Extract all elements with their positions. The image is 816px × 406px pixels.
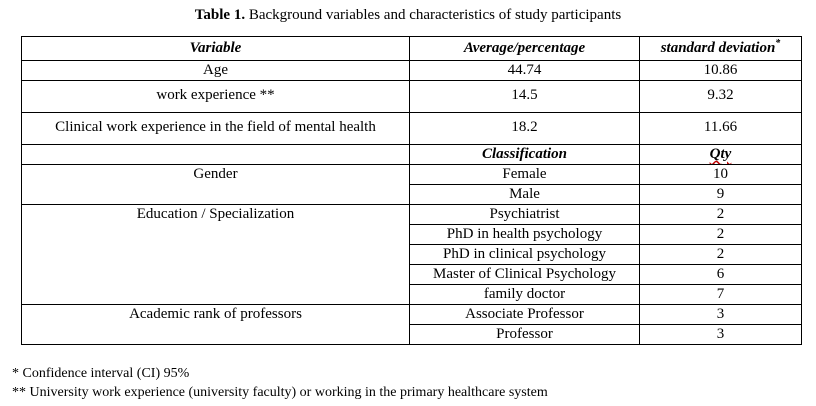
row-classification: PhD in clinical psychology bbox=[410, 245, 640, 265]
table-caption-label: Table 1. bbox=[194, 7, 246, 23]
row-qty: 2 bbox=[640, 225, 802, 245]
row-sd: 9.32 bbox=[640, 81, 802, 113]
row-qty: 10 bbox=[640, 165, 802, 185]
table-caption bbox=[0, 5, 816, 25]
footnote-work-experience: ** University work experience (university faculty) or working in the primary healthcare system bbox=[12, 385, 548, 400]
row-qty: 6 bbox=[640, 265, 802, 285]
subheader-empty bbox=[22, 145, 410, 165]
subheader-qty-label: Qty bbox=[709, 146, 732, 162]
table-row bbox=[22, 113, 802, 145]
footnote-ci: * Confidence interval (CI) 95% bbox=[12, 366, 190, 381]
row-variable: Clinical work experience in the field of mental health bbox=[22, 113, 410, 145]
header-variable: Variable bbox=[22, 37, 410, 61]
participants-table bbox=[21, 36, 802, 345]
row-classification: Master of Clinical Psychology bbox=[410, 265, 640, 285]
header-average: Average/percentage bbox=[410, 37, 640, 61]
table-row bbox=[22, 205, 802, 225]
table-row bbox=[22, 165, 802, 185]
row-classification: PhD in health psychology bbox=[410, 225, 640, 245]
header-sd-marker: * bbox=[775, 38, 781, 49]
row-classification: Psychiatrist bbox=[410, 205, 640, 225]
table-row bbox=[22, 81, 802, 113]
subheader-classification: Classification bbox=[410, 145, 640, 165]
group-label-rank: Academic rank of professors bbox=[22, 305, 410, 345]
row-average: 18.2 bbox=[410, 113, 640, 145]
row-qty: 2 bbox=[640, 245, 802, 265]
header-sd bbox=[640, 37, 802, 61]
header-sd-label: standard deviation bbox=[660, 40, 776, 56]
row-classification: Female bbox=[410, 165, 640, 185]
row-sd: 10.86 bbox=[640, 61, 802, 81]
row-classification: family doctor bbox=[410, 285, 640, 305]
subheader-qty bbox=[640, 145, 802, 165]
group-label-gender: Gender bbox=[22, 165, 410, 205]
row-qty: 3 bbox=[640, 305, 802, 325]
row-variable: Age bbox=[22, 61, 410, 81]
group-label-education: Education / Specialization bbox=[22, 205, 410, 305]
row-classification: Professor bbox=[410, 325, 640, 345]
table-header-row bbox=[22, 37, 802, 61]
footnotes bbox=[12, 364, 548, 402]
table-row bbox=[22, 61, 802, 81]
row-variable: work experience ** bbox=[22, 81, 410, 113]
table-caption-text: Background variables and characteristics of study participants bbox=[248, 7, 622, 23]
row-qty: 9 bbox=[640, 185, 802, 205]
row-qty: 2 bbox=[640, 205, 802, 225]
table-subheader-row bbox=[22, 145, 802, 165]
row-average: 14.5 bbox=[410, 81, 640, 113]
row-average: 44.74 bbox=[410, 61, 640, 81]
row-classification: Associate Professor bbox=[410, 305, 640, 325]
row-qty: 3 bbox=[640, 325, 802, 345]
row-sd: 11.66 bbox=[640, 113, 802, 145]
row-qty: 7 bbox=[640, 285, 802, 305]
table-row bbox=[22, 305, 802, 325]
row-classification: Male bbox=[410, 185, 640, 205]
